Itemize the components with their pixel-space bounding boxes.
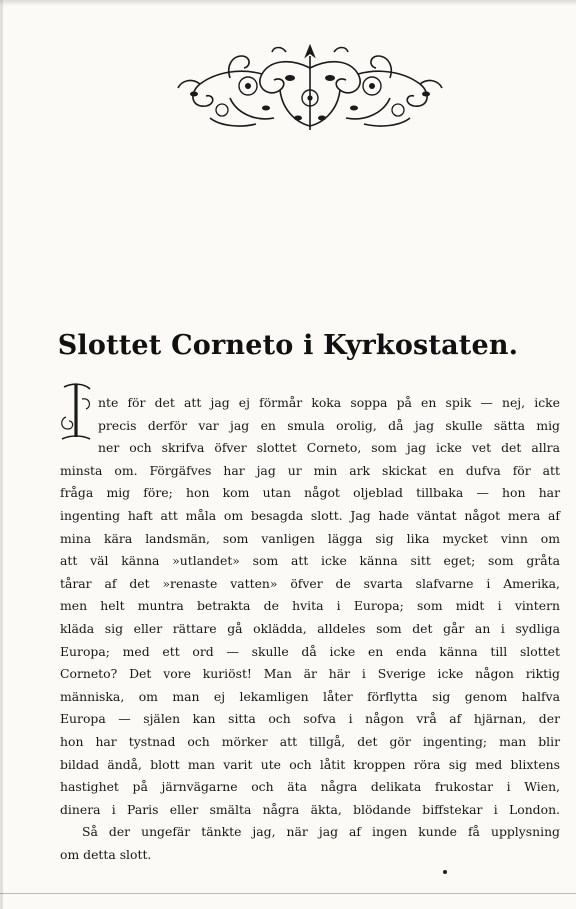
text-line: hon har tystnad och mörker att tillgå, det gör ingenting; man blir (60, 733, 560, 749)
text-line: Så der ungefär tänkte jag, när jag af ingen kunde få upplysning (82, 824, 560, 840)
text-line: om detta slott. (60, 846, 152, 862)
text-line: hastighet på järnvägarne och äta några delikata frukostar i Wien, (60, 779, 560, 795)
text-line: kläda sig eller rättare gå okläddа, alldeles som det går an i sydliga (60, 620, 560, 636)
text-line: Europa — själen kan sitta och sofva i någon vrå af hjärnan, der (60, 711, 560, 727)
text-line: Corneto? Det vore kuriöst! Man är här i Sverige icke någon riktig (60, 666, 560, 682)
page-top-edge (0, 0, 576, 6)
text-line: nte för det att jag ej förmår koka soppa på en spik — nej, icke (98, 395, 560, 410)
page-left-edge (0, 0, 3, 909)
text-line: att väl känna »utlandet» som att icke känna sitt eget; som gråta (60, 553, 560, 569)
text-line: men helt muntra betrakta de hvita i Europa; som midt i vintern (60, 598, 560, 614)
text-line: bildad ändå, blott man varit ute och låtit kroppen röra sig med blixtens (60, 756, 560, 772)
text-line: tårar af det »renaste vatten» öfver de svarta slafvarne i Amerika, (60, 575, 560, 591)
text-line: ingenting haft att måla om besagda slott. Jag hade väntat något mera af (60, 507, 560, 523)
text-line: dinera i Paris eller smälta några äkta, blödande biffstekar i London. (60, 801, 560, 817)
chapter-title: Slottet Corneto i Kyrkostaten. (57, 330, 519, 361)
text-line: mina kära landsmän, som vanligen lägga sig lika mycket vinn om (60, 530, 560, 546)
text-line: människa, om man ej lekamligen låter förflytta sig genom halfva (60, 688, 560, 704)
body-text (60, 392, 560, 866)
text-line: fråga mig före; hon kom utan något oljeblad tillbaka — hon har (60, 485, 560, 501)
ornamental-headpiece (170, 38, 450, 138)
page-bottom-edge (0, 893, 576, 894)
text-line: ner och skrifva öfver slottet Corneto, som jag icke vet det allra (98, 440, 560, 456)
ink-speck (443, 870, 447, 874)
text-line: minsta om. Förgäfves har jag ur min ark skickat en dufva för att (60, 462, 560, 478)
text-line: precis derför var jag en smula orolig, då jag skulle sätta mig (98, 417, 560, 433)
text-line: Europa; med ett ord — skulle då icke en enda känna till slottet (60, 643, 560, 659)
